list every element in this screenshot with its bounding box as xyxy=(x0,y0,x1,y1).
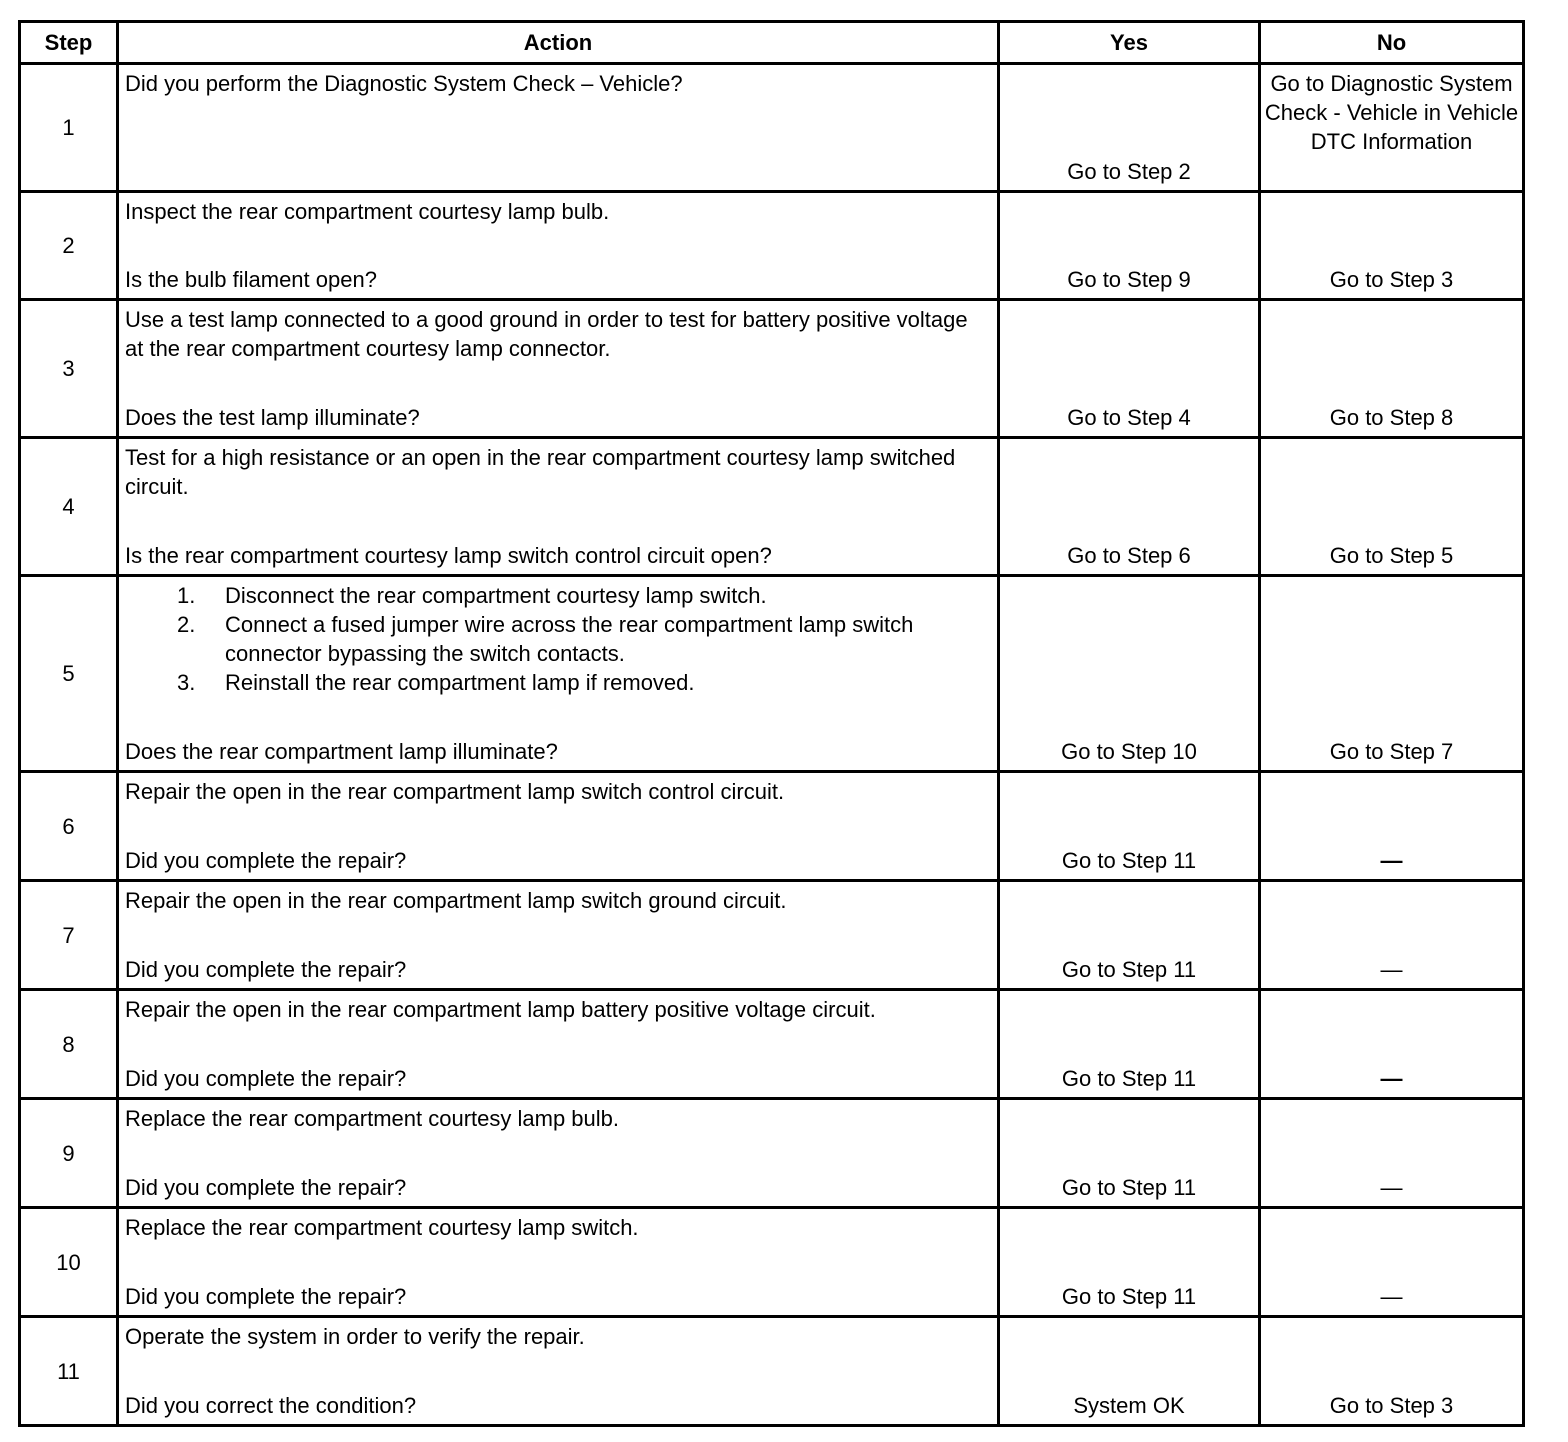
step-number: 1 xyxy=(20,64,118,192)
yes-result: Go to Step 11 xyxy=(999,990,1260,1099)
action-cell xyxy=(118,576,999,772)
action-question: Did you correct the condition? xyxy=(125,1393,417,1418)
no-result: Go to Diagnostic System Check - Vehicle in Vehicle DTC Information xyxy=(1260,64,1524,192)
no-result: Go to Step 3 xyxy=(1260,192,1524,300)
header-row xyxy=(20,22,1524,64)
substep-text: Reinstall the rear compartment lamp if removed. xyxy=(225,670,695,695)
action-question: Did you complete the repair? xyxy=(125,848,407,873)
action-cell xyxy=(118,1317,999,1426)
action-text: Operate the system in order to verify the repair. xyxy=(125,1324,585,1349)
action-cell xyxy=(118,881,999,990)
step-number: 11 xyxy=(20,1317,118,1426)
no-result: Go to Step 7 xyxy=(1260,576,1524,772)
action-question: Does the test lamp illuminate? xyxy=(125,405,420,430)
action-text: Use a test lamp connected to a good ground in order to test for battery positive voltage at the rear compartment courtesy lamp connector. xyxy=(125,307,968,361)
action-cell xyxy=(118,1099,999,1208)
action-text: Inspect the rear compartment courtesy lamp bulb. xyxy=(125,199,610,224)
no-result: Go to Step 3 xyxy=(1260,1317,1524,1426)
no-result: — xyxy=(1260,772,1524,881)
table-row xyxy=(20,1208,1524,1317)
action-cell xyxy=(118,1208,999,1317)
substep-list xyxy=(125,581,991,697)
action-question: Did you complete the repair? xyxy=(125,1284,407,1309)
table-row xyxy=(20,438,1524,576)
action-cell xyxy=(118,300,999,438)
yes-result: Go to Step 11 xyxy=(999,881,1260,990)
table-row xyxy=(20,300,1524,438)
yes-result: Go to Step 11 xyxy=(999,772,1260,881)
step-number: 5 xyxy=(20,576,118,772)
action-question: Is the bulb filament open? xyxy=(125,267,377,292)
step-number: 9 xyxy=(20,1099,118,1208)
no-result: — xyxy=(1260,990,1524,1099)
action-cell xyxy=(118,990,999,1099)
action-cell xyxy=(118,64,999,192)
substep-text: Disconnect the rear compartment courtesy lamp switch. xyxy=(225,583,767,608)
header-step: Step xyxy=(20,22,118,64)
action-question: Did you complete the repair? xyxy=(125,1175,407,1200)
step-number: 2 xyxy=(20,192,118,300)
step-number: 4 xyxy=(20,438,118,576)
action-cell xyxy=(118,438,999,576)
action-text: Replace the rear compartment courtesy lamp switch. xyxy=(125,1215,639,1240)
table-row xyxy=(20,772,1524,881)
action-text: Did you perform the Diagnostic System Check – Vehicle? xyxy=(125,71,683,96)
action-cell xyxy=(118,772,999,881)
substep-item xyxy=(177,581,991,610)
table-row xyxy=(20,1099,1524,1208)
yes-result: Go to Step 9 xyxy=(999,192,1260,300)
yes-result: Go to Step 2 xyxy=(999,64,1260,192)
yes-result: Go to Step 11 xyxy=(999,1208,1260,1317)
yes-result: Go to Step 10 xyxy=(999,576,1260,772)
action-question: Did you complete the repair? xyxy=(125,1066,407,1091)
action-text: Repair the open in the rear compartment lamp switch control circuit. xyxy=(125,779,785,804)
yes-result: Go to Step 11 xyxy=(999,1099,1260,1208)
substep-item xyxy=(177,668,991,697)
step-number: 10 xyxy=(20,1208,118,1317)
action-question: Is the rear compartment courtesy lamp switch control circuit open? xyxy=(125,543,772,568)
table-row xyxy=(20,192,1524,300)
substep-number: 3. xyxy=(177,670,196,695)
substep-number: 2. xyxy=(177,612,196,637)
action-cell xyxy=(118,192,999,300)
step-number: 6 xyxy=(20,772,118,881)
yes-result: System OK xyxy=(999,1317,1260,1426)
no-result: — xyxy=(1260,1099,1524,1208)
table-row xyxy=(20,64,1524,192)
table-row xyxy=(20,1317,1524,1426)
step-number: 3 xyxy=(20,300,118,438)
action-text: Test for a high resistance or an open in the rear compartment courtesy lamp switched circuit. xyxy=(125,445,956,499)
action-question: Did you complete the repair? xyxy=(125,957,407,982)
table-row xyxy=(20,990,1524,1099)
yes-result: Go to Step 6 xyxy=(999,438,1260,576)
table-row xyxy=(20,576,1524,772)
action-text: Replace the rear compartment courtesy lamp bulb. xyxy=(125,1106,620,1131)
yes-result: Go to Step 4 xyxy=(999,300,1260,438)
no-result: — xyxy=(1260,881,1524,990)
substep-text: Connect a fused jumper wire across the rear compartment lamp switch connector bypassing the switch contacts. xyxy=(225,612,914,666)
substep-number: 1. xyxy=(177,583,196,608)
action-text: Repair the open in the rear compartment lamp battery positive voltage circuit. xyxy=(125,997,876,1022)
no-result: Go to Step 5 xyxy=(1260,438,1524,576)
action-text: Repair the open in the rear compartment lamp switch ground circuit. xyxy=(125,888,787,913)
table-row xyxy=(20,881,1524,990)
action-question: Does the rear compartment lamp illuminate? xyxy=(125,739,558,764)
no-result: — xyxy=(1260,1208,1524,1317)
header-yes: Yes xyxy=(999,22,1260,64)
substep-item xyxy=(177,610,991,668)
diagnostic-table xyxy=(18,20,1525,1427)
no-result: Go to Step 8 xyxy=(1260,300,1524,438)
header-action: Action xyxy=(118,22,999,64)
step-number: 8 xyxy=(20,990,118,1099)
step-number: 7 xyxy=(20,881,118,990)
header-no: No xyxy=(1260,22,1524,64)
